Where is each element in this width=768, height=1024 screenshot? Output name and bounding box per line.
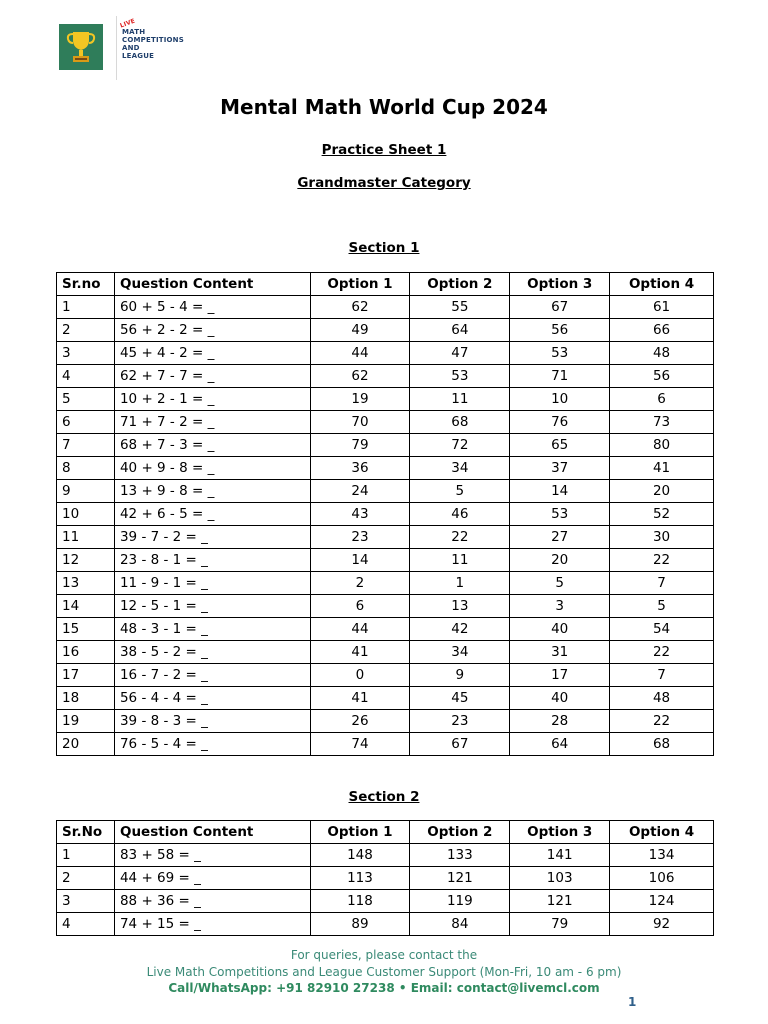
cell-option-2: 34: [410, 457, 510, 480]
table-row: [57, 572, 714, 595]
cell-option-3: 3: [510, 595, 610, 618]
table-row: [57, 549, 714, 572]
cell-option-3: 56: [510, 319, 610, 342]
cell-option-4: 6: [610, 388, 714, 411]
sheet-title: Practice Sheet 1: [321, 142, 447, 158]
brand-line: AND: [122, 44, 140, 52]
header-option-2: Option 2: [410, 821, 510, 844]
cell-srno: 16: [57, 641, 115, 664]
cell-option-3: 17: [510, 664, 610, 687]
cell-srno: 3: [57, 890, 115, 913]
cell-question: 11 - 9 - 1 = _: [114, 572, 310, 595]
cell-option-4: 20: [610, 480, 714, 503]
brand-live-badge: LIVE: [119, 17, 137, 30]
footer-contact-intro: For queries, please contact the: [290, 948, 478, 962]
cell-srno: 20: [57, 733, 115, 756]
table-row: [57, 733, 714, 756]
cell-option-4: 22: [610, 641, 714, 664]
header-question: Question Content: [114, 273, 310, 296]
cell-question: 38 - 5 - 2 = _: [114, 641, 310, 664]
cell-option-1: 43: [310, 503, 410, 526]
cell-option-2: 11: [410, 388, 510, 411]
logo: [56, 14, 186, 80]
cell-question: 44 + 69 = _: [114, 867, 310, 890]
trophy-logo-icon: [59, 24, 103, 70]
cell-question: 68 + 7 - 3 = _: [114, 434, 310, 457]
cell-option-2: 84: [410, 913, 510, 936]
cell-option-3: 28: [510, 710, 610, 733]
cell-question: 83 + 58 = _: [114, 844, 310, 867]
table-row: [57, 342, 714, 365]
cell-option-4: 41: [610, 457, 714, 480]
cell-srno: 19: [57, 710, 115, 733]
cell-option-1: 74: [310, 733, 410, 756]
cell-srno: 13: [57, 572, 115, 595]
cell-question: 13 + 9 - 8 = _: [114, 480, 310, 503]
table-row: [57, 618, 714, 641]
cell-option-1: 23: [310, 526, 410, 549]
cell-option-2: 67: [410, 733, 510, 756]
cell-question: 62 + 7 - 7 = _: [114, 365, 310, 388]
cell-question: 23 - 8 - 1 = _: [114, 549, 310, 572]
table-row: [57, 480, 714, 503]
cell-option-1: 62: [310, 365, 410, 388]
cell-option-1: 70: [310, 411, 410, 434]
cell-option-4: 30: [610, 526, 714, 549]
table-row: [57, 457, 714, 480]
header-option-4: Option 4: [610, 821, 714, 844]
cell-question: 12 - 5 - 1 = _: [114, 595, 310, 618]
cell-option-1: 62: [310, 296, 410, 319]
footer-contact-details: Call/WhatsApp: +91 82910 27238 • Email: contact@livemcl.com: [168, 981, 600, 995]
cell-option-2: 13: [410, 595, 510, 618]
header-question: Question Content: [114, 821, 310, 844]
page-title: Mental Math World Cup 2024: [220, 95, 548, 119]
brand-line: MATH: [122, 28, 146, 36]
cell-srno: 10: [57, 503, 115, 526]
table-header-row: [57, 273, 714, 296]
table-row: [57, 388, 714, 411]
section-2-heading: Section 2: [348, 789, 420, 805]
section-1-table: [56, 272, 714, 756]
cell-question: 56 + 2 - 2 = _: [114, 319, 310, 342]
brand-line: LEAGUE: [122, 52, 155, 60]
cell-option-4: 22: [610, 549, 714, 572]
cell-question: 48 - 3 - 1 = _: [114, 618, 310, 641]
table-row: [57, 664, 714, 687]
cell-option-2: 46: [410, 503, 510, 526]
cell-option-1: 19: [310, 388, 410, 411]
cell-srno: 5: [57, 388, 115, 411]
cell-option-4: 48: [610, 687, 714, 710]
table-row: [57, 687, 714, 710]
cell-option-3: 31: [510, 641, 610, 664]
cell-option-2: 55: [410, 296, 510, 319]
cell-option-3: 40: [510, 618, 610, 641]
cell-question: 71 + 7 - 2 = _: [114, 411, 310, 434]
cell-option-1: 49: [310, 319, 410, 342]
cell-option-3: 79: [510, 913, 610, 936]
cell-option-1: 2: [310, 572, 410, 595]
cell-option-2: 22: [410, 526, 510, 549]
category-title: Grandmaster Category: [297, 175, 471, 191]
table-row: [57, 434, 714, 457]
table-row: [57, 319, 714, 342]
cell-srno: 2: [57, 319, 115, 342]
cell-option-4: 7: [610, 572, 714, 595]
cell-option-3: 64: [510, 733, 610, 756]
cell-question: 42 + 6 - 5 = _: [114, 503, 310, 526]
cell-option-1: 6: [310, 595, 410, 618]
cell-option-2: 121: [410, 867, 510, 890]
cell-option-3: 76: [510, 411, 610, 434]
section-2-table: [56, 820, 714, 936]
cell-question: 76 - 5 - 4 = _: [114, 733, 310, 756]
cell-option-4: 106: [610, 867, 714, 890]
table-row: [57, 296, 714, 319]
cell-option-1: 44: [310, 618, 410, 641]
brand-text: [119, 17, 184, 60]
cell-option-4: 54: [610, 618, 714, 641]
cell-option-4: 124: [610, 890, 714, 913]
cell-option-4: 22: [610, 710, 714, 733]
cell-option-3: 37: [510, 457, 610, 480]
cell-option-3: 5: [510, 572, 610, 595]
cell-option-4: 52: [610, 503, 714, 526]
header-option-3: Option 3: [510, 273, 610, 296]
cell-option-1: 26: [310, 710, 410, 733]
header-option-1: Option 1: [310, 821, 410, 844]
cell-option-3: 10: [510, 388, 610, 411]
cell-option-4: 48: [610, 342, 714, 365]
cell-srno: 11: [57, 526, 115, 549]
cell-srno: 18: [57, 687, 115, 710]
table-row: [57, 411, 714, 434]
cell-option-2: 9: [410, 664, 510, 687]
cell-srno: 15: [57, 618, 115, 641]
cell-srno: 4: [57, 365, 115, 388]
cell-option-2: 1: [410, 572, 510, 595]
header-option-4: Option 4: [610, 273, 714, 296]
table-row: [57, 844, 714, 867]
cell-option-4: 61: [610, 296, 714, 319]
table-row: [57, 710, 714, 733]
table-row: [57, 867, 714, 890]
cell-question: 16 - 7 - 2 = _: [114, 664, 310, 687]
cell-option-2: 11: [410, 549, 510, 572]
cell-question: 88 + 36 = _: [114, 890, 310, 913]
cell-srno: 8: [57, 457, 115, 480]
cell-option-1: 24: [310, 480, 410, 503]
cell-srno: 4: [57, 913, 115, 936]
cell-option-3: 20: [510, 549, 610, 572]
cell-option-4: 68: [610, 733, 714, 756]
cell-option-2: 53: [410, 365, 510, 388]
cell-option-4: 92: [610, 913, 714, 936]
cell-option-1: 44: [310, 342, 410, 365]
section-1-heading: Section 1: [348, 240, 420, 256]
cell-option-3: 103: [510, 867, 610, 890]
cell-option-3: 141: [510, 844, 610, 867]
cell-option-2: 64: [410, 319, 510, 342]
table-row: [57, 595, 714, 618]
cell-option-1: 41: [310, 641, 410, 664]
cell-option-1: 79: [310, 434, 410, 457]
cell-option-4: 56: [610, 365, 714, 388]
cell-question: 56 - 4 - 4 = _: [114, 687, 310, 710]
cell-option-1: 41: [310, 687, 410, 710]
table-row: [57, 890, 714, 913]
cell-option-1: 113: [310, 867, 410, 890]
cell-option-2: 42: [410, 618, 510, 641]
header-srno: Sr.no: [57, 273, 115, 296]
cell-option-2: 133: [410, 844, 510, 867]
page-number: 1: [628, 995, 637, 1009]
header-option-1: Option 1: [310, 273, 410, 296]
cell-option-1: 14: [310, 549, 410, 572]
cell-option-2: 119: [410, 890, 510, 913]
cell-option-4: 66: [610, 319, 714, 342]
cell-option-2: 5: [410, 480, 510, 503]
cell-srno: 14: [57, 595, 115, 618]
cell-option-1: 36: [310, 457, 410, 480]
cell-option-2: 68: [410, 411, 510, 434]
cell-question: 74 + 15 = _: [114, 913, 310, 936]
table-header-row: [57, 821, 714, 844]
cell-option-4: 80: [610, 434, 714, 457]
table-row: [57, 526, 714, 549]
cell-srno: 6: [57, 411, 115, 434]
cell-option-4: 134: [610, 844, 714, 867]
cell-question: 45 + 4 - 2 = _: [114, 342, 310, 365]
header-option-3: Option 3: [510, 821, 610, 844]
cell-question: 39 - 7 - 2 = _: [114, 526, 310, 549]
cell-option-2: 23: [410, 710, 510, 733]
cell-question: 39 - 8 - 3 = _: [114, 710, 310, 733]
cell-option-2: 34: [410, 641, 510, 664]
cell-option-3: 65: [510, 434, 610, 457]
cell-srno: 17: [57, 664, 115, 687]
cell-option-3: 121: [510, 890, 610, 913]
cell-option-3: 27: [510, 526, 610, 549]
cell-option-2: 45: [410, 687, 510, 710]
table-row: [57, 365, 714, 388]
cell-srno: 7: [57, 434, 115, 457]
cell-question: 40 + 9 - 8 = _: [114, 457, 310, 480]
cell-option-3: 71: [510, 365, 610, 388]
cell-srno: 1: [57, 296, 115, 319]
cell-option-2: 47: [410, 342, 510, 365]
cell-option-1: 0: [310, 664, 410, 687]
cell-question: 10 + 2 - 1 = _: [114, 388, 310, 411]
cell-option-3: 67: [510, 296, 610, 319]
cell-option-3: 53: [510, 503, 610, 526]
cell-srno: 9: [57, 480, 115, 503]
table-row: [57, 503, 714, 526]
cell-srno: 1: [57, 844, 115, 867]
cell-srno: 12: [57, 549, 115, 572]
table-row: [57, 913, 714, 936]
cell-option-1: 89: [310, 913, 410, 936]
header-srno: Sr.No: [57, 821, 115, 844]
cell-srno: 3: [57, 342, 115, 365]
cell-option-4: 7: [610, 664, 714, 687]
cell-srno: 2: [57, 867, 115, 890]
cell-option-3: 53: [510, 342, 610, 365]
logo-divider: [116, 16, 117, 80]
cell-option-4: 5: [610, 595, 714, 618]
brand-line: COMPETITIONS: [122, 36, 184, 44]
cell-option-2: 72: [410, 434, 510, 457]
cell-option-4: 73: [610, 411, 714, 434]
header-option-2: Option 2: [410, 273, 510, 296]
table-row: [57, 641, 714, 664]
cell-option-1: 118: [310, 890, 410, 913]
cell-question: 60 + 5 - 4 = _: [114, 296, 310, 319]
footer-support-hours: Live Math Competitions and League Customer Support (Mon-Fri, 10 am - 6 pm): [146, 965, 622, 979]
cell-option-3: 14: [510, 480, 610, 503]
cell-option-3: 40: [510, 687, 610, 710]
cell-option-1: 148: [310, 844, 410, 867]
